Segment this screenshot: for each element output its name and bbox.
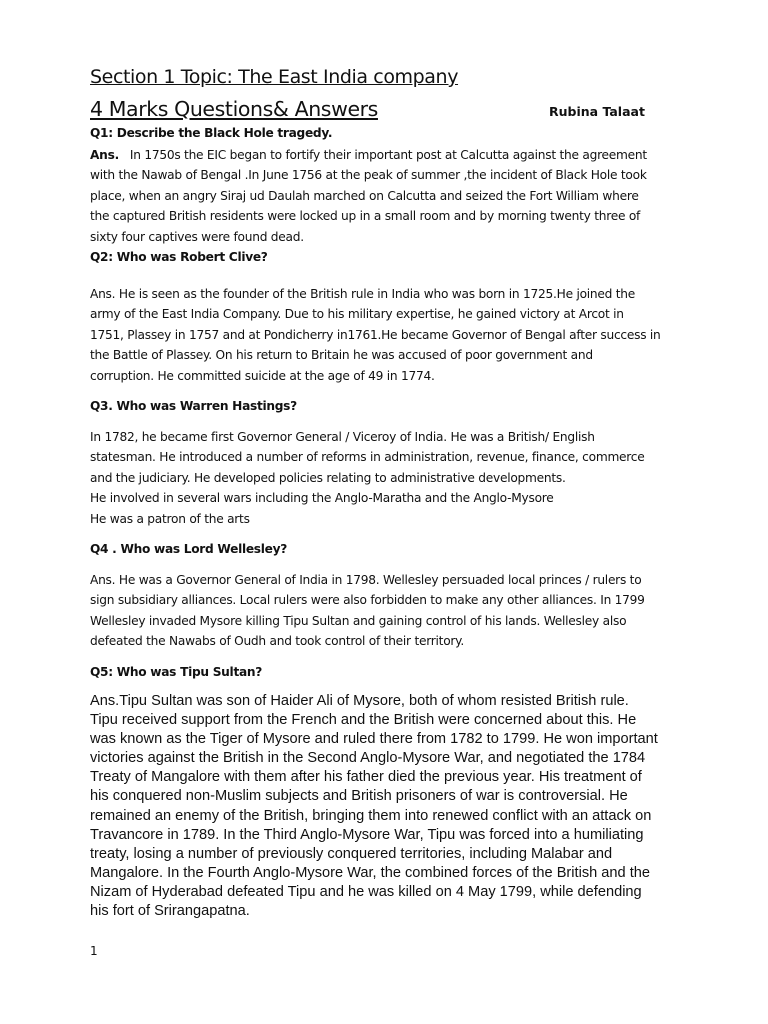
answer-line: Ans. He was a Governor General of India in 1798. Wellesley persuaded local princes / rulers to — [90, 573, 642, 587]
answer-line — [90, 145, 688, 165]
answer-line: place, when an angry Siraj ud Daulah marched on Calcutta and seized the Fort William where — [90, 188, 639, 203]
answer-line: sixty four captives were found dead. — [90, 229, 304, 244]
answer-line: the Battle of Plassey. On his return to Britain he was accused of poor government and — [90, 348, 593, 363]
question-4-answer — [90, 570, 688, 652]
question-5-answer — [90, 692, 710, 921]
answer-line: Ans.Tipu Sultan was son of Haider Ali of Mysore, both of whom resisted British rule. — [90, 693, 629, 709]
answer-line: Treaty of Mangalore with them after his father died the previous year. His treatment of — [90, 769, 642, 786]
answer-prefix: Ans. — [90, 148, 119, 162]
answer-line: He was a patron of the arts — [90, 511, 250, 526]
answer-line: Nizam of Hyderabad defeated Tipu and he was killed on 4 May 1799, while defending — [90, 883, 642, 900]
answer-line-text: In 1750s the EIC began to fortify their important post at Calcutta against the agreement — [119, 148, 647, 162]
question-4-heading: Q4 . Who was Lord Wellesley? — [90, 542, 287, 556]
section-subtitle: 4 Marks Questions& Answers — [90, 97, 378, 121]
answer-line: the captured British residents were locked up in a small room and by morning twenty three of — [90, 209, 641, 224]
question-3-heading: Q3. Who was Warren Hastings? — [90, 399, 297, 413]
answer-line: and the judiciary. He developed policies relating to administrative developments. — [90, 470, 566, 485]
section-title: Section 1 Topic: The East India company — [90, 66, 459, 88]
answer-line: He involved in several wars including the Anglo-Maratha and the Anglo-Mysore — [90, 491, 554, 506]
page-number: 1 — [90, 944, 98, 958]
question-2-answer — [90, 284, 688, 386]
answer-line: corruption. He committed suicide at the age of 49 in 1774. — [90, 368, 435, 383]
answer-line: remained an enemy of the British, bringing them into renewed conflict with an attack on — [90, 807, 652, 824]
question-3-answer — [90, 427, 688, 529]
answer-line: treaty, losing a number of previously conquered territories, including Malabar and — [90, 845, 613, 862]
answer-line: victories against the British in the Second Anglo-Mysore War, and negotiated the 1784 — [90, 750, 646, 767]
answer-line: Travancore in 1789. In the Third Anglo-Mysore War, Tipu was forced into a humiliating — [90, 826, 644, 843]
question-1-heading: Q1: Describe the Black Hole tragedy. — [90, 126, 333, 140]
answer-line: army of the East India Company. Due to his military expertise, he gained victory at Arcot in — [90, 307, 624, 322]
answer-line: 1751, Plassey in 1757 and at Pondicherry in1761.He became Governor of Bengal after success in — [90, 327, 661, 342]
answer-line: Mangalore. In the Fourth Anglo-Mysore War, the combined forces of the British and the — [90, 864, 650, 881]
answer-line: Tipu received support from the French and the British were concerned about this. He — [90, 712, 637, 729]
answer-line: Wellesley invaded Mysore killing Tipu Sultan and gaining control of his lands. Wellesley also — [90, 613, 627, 628]
answer-line: was known as the Tiger of Mysore and ruled there from 1782 to 1799. He won important — [90, 731, 658, 748]
answer-line: statesman. He introduced a number of reforms in administration, revenue, finance, commerce — [90, 450, 645, 465]
answer-line: his fort of Srirangapatna. — [90, 903, 250, 920]
answer-line: sign subsidiary alliances. Local rulers were also forbidden to make any other alliances. In 1799 — [90, 593, 645, 608]
author-name: Rubina Talaat — [549, 104, 645, 119]
answer-line: In 1782, he became first Governor General / Viceroy of India. He was a British/ English — [90, 430, 595, 444]
question-5-heading: Q5: Who was Tipu Sultan? — [90, 665, 263, 679]
answer-line: defeated the Nawabs of Oudh and took control of their territory. — [90, 634, 465, 649]
question-1-answer — [90, 145, 688, 247]
answer-line: with the Nawab of Bengal .In June 1756 at the peak of summer ,the incident of Black Hole took — [90, 168, 647, 183]
answer-line: Ans. He is seen as the founder of the British rule in India who was born in 1725.He joined the — [90, 287, 636, 301]
question-2-heading: Q2: Who was Robert Clive? — [90, 250, 268, 264]
answer-line: his conquered non-Muslim subjects and British prisoners of war is controversial. He — [90, 788, 628, 805]
